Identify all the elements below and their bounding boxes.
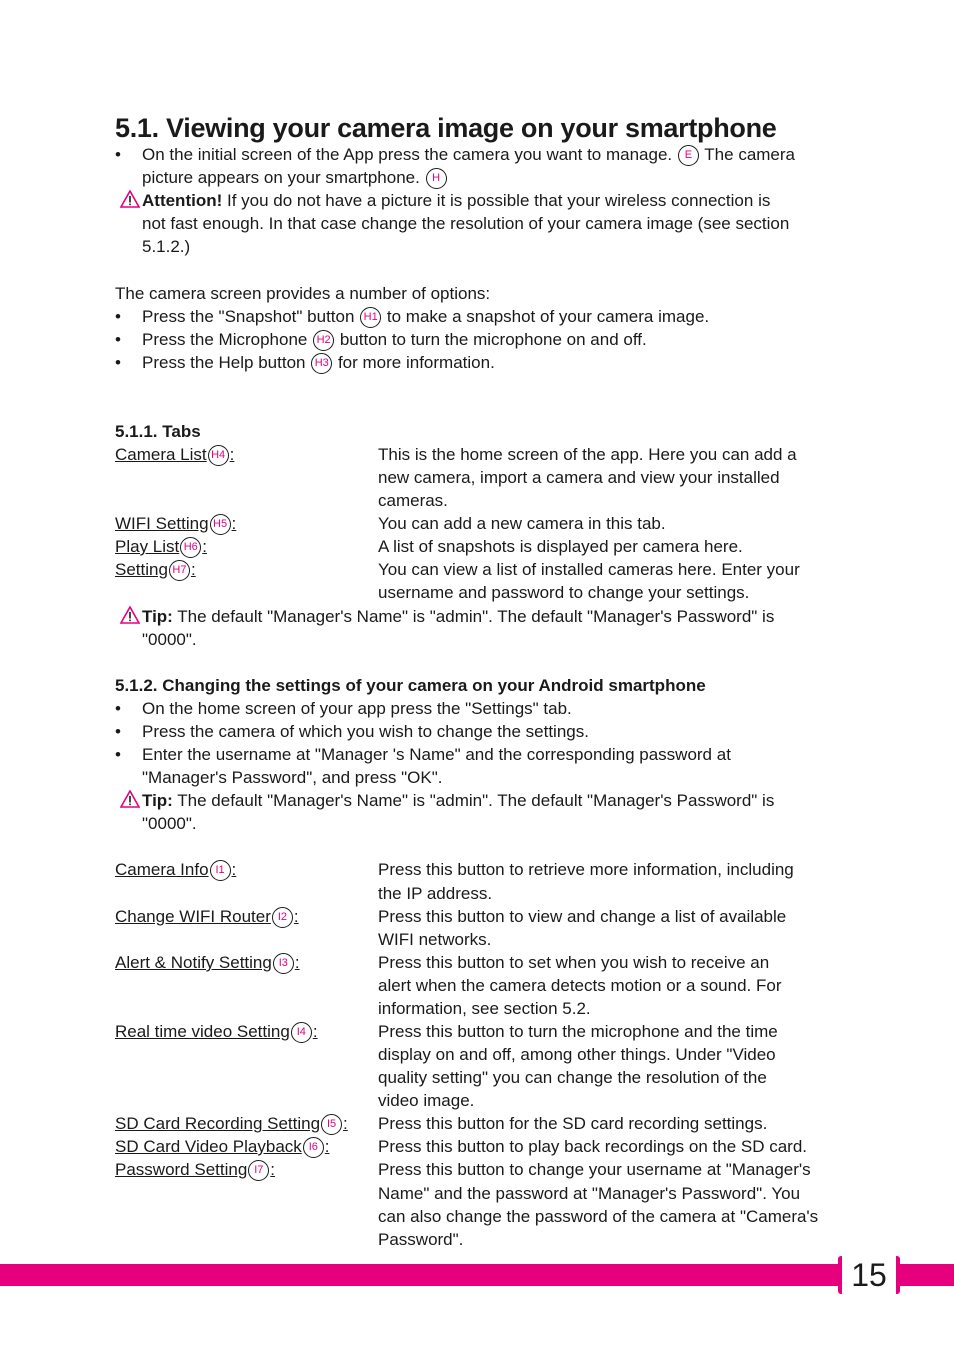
setting-camera-info-desc-1: Press this button to retrieve more information, including — [378, 860, 794, 879]
setting-alert-notify-desc-1: Press this button to set when you wish to receive an — [378, 953, 770, 972]
setting-realtime-video-desc-4: video image. — [378, 1091, 475, 1110]
attention-label: Attention! — [142, 191, 223, 210]
intro-bullet-1: On the initial screen of the App press the camera you want to manage. E The camera — [142, 143, 795, 166]
page-number: 15 — [851, 1257, 887, 1293]
android-tip: Tip: The default "Manager's Name" is "admin". The default "Manager's Password" is — [142, 791, 775, 810]
page-title: 5.1. Viewing your camera image on your smartphone — [115, 113, 777, 143]
bullet-marker: • — [115, 722, 121, 741]
android-step-3-cont: "Manager's Password", and press "OK". — [142, 768, 443, 787]
badge-i3: I3 — [273, 953, 294, 974]
setting-alert-notify-desc-2: alert when the camera detects motion or a sound. For — [378, 976, 782, 995]
attention-note: Attention! If you do not have a picture it is possible that your wireless connection is — [142, 191, 771, 210]
warning-triangle-icon — [120, 790, 140, 808]
setting-change-wifi-label: Change WIFI Router I2 : — [115, 905, 299, 928]
setting-realtime-video-desc-2: display on and off, among other things. Under "Video — [378, 1045, 776, 1064]
tab-wifi-setting-label: WIFI Setting H5 : — [115, 512, 236, 535]
setting-sd-recording-label: SD Card Recording Setting I5 : — [115, 1112, 348, 1135]
option-microphone: Press the Microphone H2 button to turn the microphone on and off. — [142, 328, 647, 351]
badge-h7: H7 — [169, 560, 190, 581]
attention-text-2: not fast enough. In that case change the resolution of your camera image (see section — [142, 214, 790, 233]
bullet-marker: • — [115, 699, 121, 718]
option-help: Press the Help button H3 for more information. — [142, 351, 495, 374]
setting-camera-info-desc-2: the IP address. — [378, 884, 493, 903]
tab-setting-desc-2: username and password to change your settings. — [378, 583, 750, 602]
android-step-2: Press the camera of which you wish to change the settings. — [142, 722, 589, 741]
badge-h: H — [426, 168, 447, 189]
badge-i6: I6 — [303, 1137, 324, 1158]
setting-password-label: Password Setting I7 : — [115, 1158, 275, 1181]
warning-triangle-icon — [120, 190, 140, 208]
bullet-marker: • — [115, 353, 121, 372]
setting-change-wifi-desc-1: Press this button to view and change a list of available — [378, 907, 787, 926]
footer-accent-bar — [0, 1264, 954, 1286]
bullet-marker: • — [115, 145, 121, 164]
badge-h5: H5 — [210, 514, 231, 535]
attention-text-3: 5.1.2.) — [142, 237, 191, 256]
bullet-marker: • — [115, 307, 121, 326]
setting-password-desc-1: Press this button to change your username at "Manager's — [378, 1160, 811, 1179]
badge-i4: I4 — [291, 1022, 312, 1043]
android-step-3: Enter the username at "Manager 's Name" and the corresponding password at — [142, 745, 731, 764]
tabs-tip: Tip: The default "Manager's Name" is "admin". The default "Manager's Password" is — [142, 607, 775, 626]
setting-password-desc-2: Name" and the password at "Manager's Password". You — [378, 1184, 801, 1203]
intro-bullet-1-cont: picture appears on your smartphone. H — [142, 166, 448, 189]
badge-i5: I5 — [321, 1114, 342, 1135]
setting-password-desc-3: can also change the password of the camera at "Camera's — [378, 1207, 819, 1226]
setting-password-desc-4: Password". — [378, 1230, 464, 1249]
tab-play-list-desc: A list of snapshots is displayed per camera here. — [378, 537, 743, 556]
badge-h1: H1 — [360, 307, 381, 328]
badge-i7: I7 — [248, 1160, 269, 1181]
bullet-marker: • — [115, 330, 121, 349]
setting-sd-recording-desc: Press this button for the SD card recording settings. — [378, 1114, 768, 1133]
setting-alert-notify-desc-3: information, see section 5.2. — [378, 999, 591, 1018]
android-tip-2: "0000". — [142, 814, 197, 833]
tab-camera-list-label: Camera List H4 : — [115, 443, 234, 466]
tab-camera-list-desc-3: cameras. — [378, 491, 448, 510]
section-heading-android: 5.1.2. Changing the settings of your camera on your Android smartphone — [115, 676, 706, 695]
option-snapshot: Press the "Snapshot" button H1 to make a snapshot of your camera image. — [142, 305, 709, 328]
badge-i1: I1 — [210, 860, 231, 881]
setting-sd-playback-label: SD Card Video Playback I6 : — [115, 1135, 330, 1158]
setting-realtime-video-label: Real time video Setting I4 : — [115, 1020, 318, 1043]
badge-e: E — [678, 145, 699, 166]
setting-realtime-video-desc-1: Press this button to turn the microphone and the time — [378, 1022, 778, 1041]
tabs-tip-2: "0000". — [142, 630, 197, 649]
badge-h2: H2 — [313, 330, 334, 351]
tab-setting-desc-1: You can view a list of installed cameras here. Enter your — [378, 560, 800, 579]
badge-i2: I2 — [272, 907, 293, 928]
bullet-marker: • — [115, 745, 121, 764]
setting-sd-playback-desc: Press this button to play back recordings on the SD card. — [378, 1137, 808, 1156]
badge-h4: H4 — [208, 445, 229, 466]
setting-camera-info-label: Camera Info I1 : — [115, 858, 236, 881]
tab-play-list-label: Play List H6 : — [115, 535, 207, 558]
badge-h3: H3 — [311, 353, 332, 374]
setting-alert-notify-label: Alert & Notify Setting I3 : — [115, 951, 300, 974]
tab-setting-label: Setting H7 : — [115, 558, 196, 581]
options-lead: The camera screen provides a number of options: — [115, 284, 491, 303]
tab-wifi-setting-desc: You can add a new camera in this tab. — [378, 514, 666, 533]
section-heading-tabs: 5.1.1. Tabs — [115, 422, 201, 441]
tab-camera-list-desc-2: new camera, import a camera and view your installed — [378, 468, 780, 487]
setting-change-wifi-desc-2: WIFI networks. — [378, 930, 492, 949]
android-step-1: On the home screen of your app press the "Settings" tab. — [142, 699, 572, 718]
warning-triangle-icon — [120, 606, 140, 624]
setting-realtime-video-desc-3: quality setting" you can change the resolution of the — [378, 1068, 767, 1087]
badge-h6: H6 — [180, 537, 201, 558]
tab-camera-list-desc-1: This is the home screen of the app. Here you can add a — [378, 445, 797, 464]
